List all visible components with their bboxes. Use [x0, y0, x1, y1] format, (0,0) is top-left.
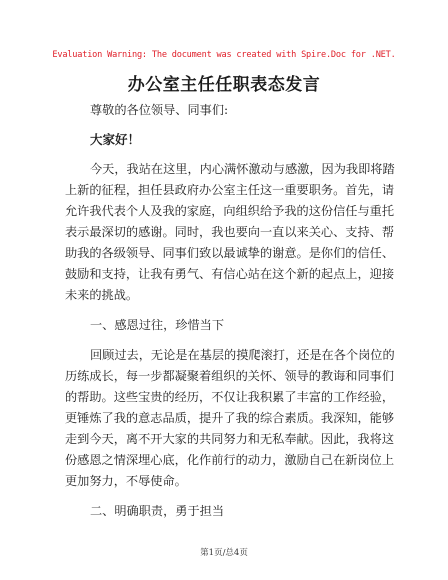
paragraph-line: 历练成长，每一步都凝聚着组织的关怀、领导的教诲和同事们	[65, 369, 395, 383]
section-heading-1: 一、感恩过往，珍惜当下	[90, 318, 225, 332]
document-body	[65, 100, 395, 531]
paragraph-line: 今天，我站在这里，内心满怀激动与感激，因为我即将踏	[90, 162, 395, 176]
paragraph-line: 助我的各级领导、同事们致以最诚挚的谢意。是你们的信任、	[65, 246, 395, 260]
paragraph-line: 表示最深切的感谢。同时，我也要向一直以来关心、支持、帮	[65, 225, 395, 239]
paragraph-line: 未来的挑战。	[65, 288, 139, 302]
paragraph-gratitude	[65, 345, 395, 492]
paragraph-line: 份感恩之情深埋心底，化作前行的动力，激励自己在新岗位上	[65, 453, 395, 467]
paragraph-line: 回顾过去，无论是在基层的摸爬滚打，还是在各个岗位的	[90, 348, 395, 362]
evaluation-warning: Evaluation Warning: The document was created with Spire.Doc for .NET.	[52, 50, 396, 60]
paragraph-line: 鼓励和支持，让我有勇气、有信心站在这个新的起点上，迎接	[65, 267, 395, 281]
greeting: 大家好！	[90, 132, 141, 147]
paragraph-intro	[65, 159, 395, 306]
salutation: 尊敬的各位领导、同事们:	[90, 103, 229, 117]
paragraph-line: 允许我代表个人及我的家庭，向组织给予我的这份信任与重托	[65, 204, 395, 218]
paragraph-line: 的帮助。这些宝贵的经历，不仅让我积累了丰富的工作经验，	[65, 390, 395, 404]
paragraph-line: 走到今天，离不开大家的共同努力和无私奉献。因此，我将这	[65, 432, 395, 446]
document-title: 办公室主任任职表态发言	[127, 75, 321, 95]
paragraph-line: 更加努力，不辱使命。	[65, 474, 187, 488]
paragraph-line: 上新的征程，担任县政府办公室主任这一重要职务。首先，请	[65, 183, 395, 197]
page-number-footer: 第1页/总4页	[200, 548, 248, 558]
paragraph-line: 更锤炼了我的意志品质，提升了我的综合素质。我深知，能够	[65, 411, 395, 425]
section-heading-2: 二、明确职责，勇于担当	[90, 504, 225, 518]
